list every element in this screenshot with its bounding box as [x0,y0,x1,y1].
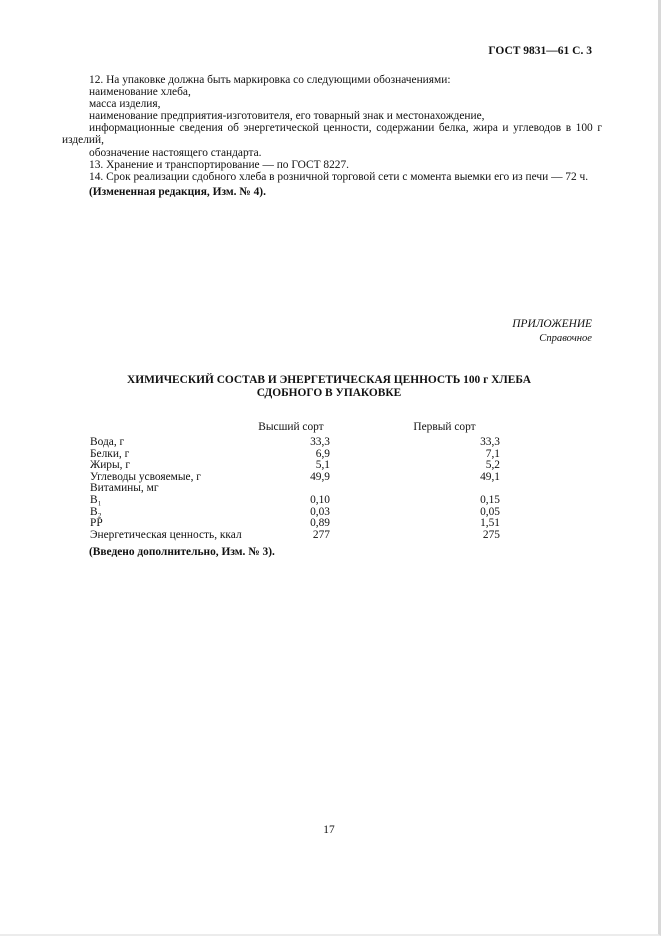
row-label: Жиры, г [90,459,131,472]
row-label: Витамины, мг [90,482,159,495]
table-row [90,437,510,449]
row-label: Энергетическая ценность, ккал [90,528,242,541]
table-row [90,495,510,507]
row-label: В₂ [90,505,102,518]
table-row [90,507,510,519]
table-title [0,374,658,400]
paragraph-12-item: наименование предприятия-изготовителя, его товарный знак и местонахождение, [89,110,485,123]
row-label: РР [90,517,103,530]
row-value-first [330,483,500,495]
row-value-premium: 277 [312,528,330,541]
row-value-premium: 0,10 [310,493,330,506]
row-value-premium: 33,3 [310,436,330,448]
table-row [90,483,510,495]
paragraph-12-item: обозначение настоящего стандарта. [89,146,262,159]
column-header-premium-grade: Высший сорт [258,421,324,433]
doc-header: ГОСТ 9831—61 С. 3 [488,45,592,57]
table-header-spacer [356,421,379,433]
row-value-first: 5,2 [485,459,500,472]
paragraph-12-item: информационные сведения об энергетической ценности, содержании белка, жира и углеводов в 100 г изделий, [62,122,602,147]
table-row [90,530,510,542]
row-value-premium: 5,1 [315,459,330,472]
row-label: В₁ [90,493,102,506]
paragraph-12-item: наименование хлеба, [89,86,191,99]
column-header-first-grade: Первый сорт [413,421,476,433]
table-title-line1: ХИМИЧЕСКИЙ СОСТАВ И ЭНЕРГЕТИЧЕСКАЯ ЦЕННОСТЬ 100 г ХЛЕБА [127,374,531,386]
table-title-line2: СДОБНОГО В УПАКОВКЕ [256,387,402,399]
row-value-first: 49,1 [480,470,500,483]
row-value-premium: 0,03 [310,505,330,518]
paragraph-14: 14. Срок реализации сдобного хлеба в розничной торговой сети с момента выемки его из печи — 72 ч. [89,170,589,183]
paragraph-12-item: масса изделия, [89,98,161,111]
composition-table [90,421,510,541]
row-value-first: 0,15 [480,493,500,506]
row-label: Углеводы усвояемые, г [90,470,201,483]
appendix-sublabel: Справочное [539,332,592,344]
appendix-label: ПРИЛОЖЕНИЕ [512,318,592,330]
paragraph-13: 13. Хранение и транспортирование — по ГОСТ 8227. [89,158,350,171]
paragraph-12-intro: 12. На упаковке должна быть маркировка со следующими обозначениями: [89,74,451,86]
row-value-first: 275 [482,528,500,541]
row-value-first: 1,51 [480,517,500,530]
appendix-block [512,318,592,345]
page-number: 17 [323,824,335,836]
table-row [90,449,510,461]
row-value-first: 0,05 [480,505,500,518]
amendment-note: (Измененная редакция, Изм. № 4). [89,185,266,198]
table-row [90,518,510,530]
row-value-premium: 49,9 [310,470,330,483]
row-label: Белки, г [90,447,130,460]
introduced-note: (Введено дополнительно, Изм. № 3). [89,546,275,558]
row-value-first: 33,3 [480,436,500,448]
body-text [62,74,602,198]
row-value-premium: 0,89 [310,517,330,530]
table-header-spacer [90,421,225,433]
row-value-first: 7,1 [485,447,500,460]
row-label: Вода, г [90,436,125,448]
row-value-premium: 6,9 [315,447,330,460]
table-header-row [90,421,510,433]
